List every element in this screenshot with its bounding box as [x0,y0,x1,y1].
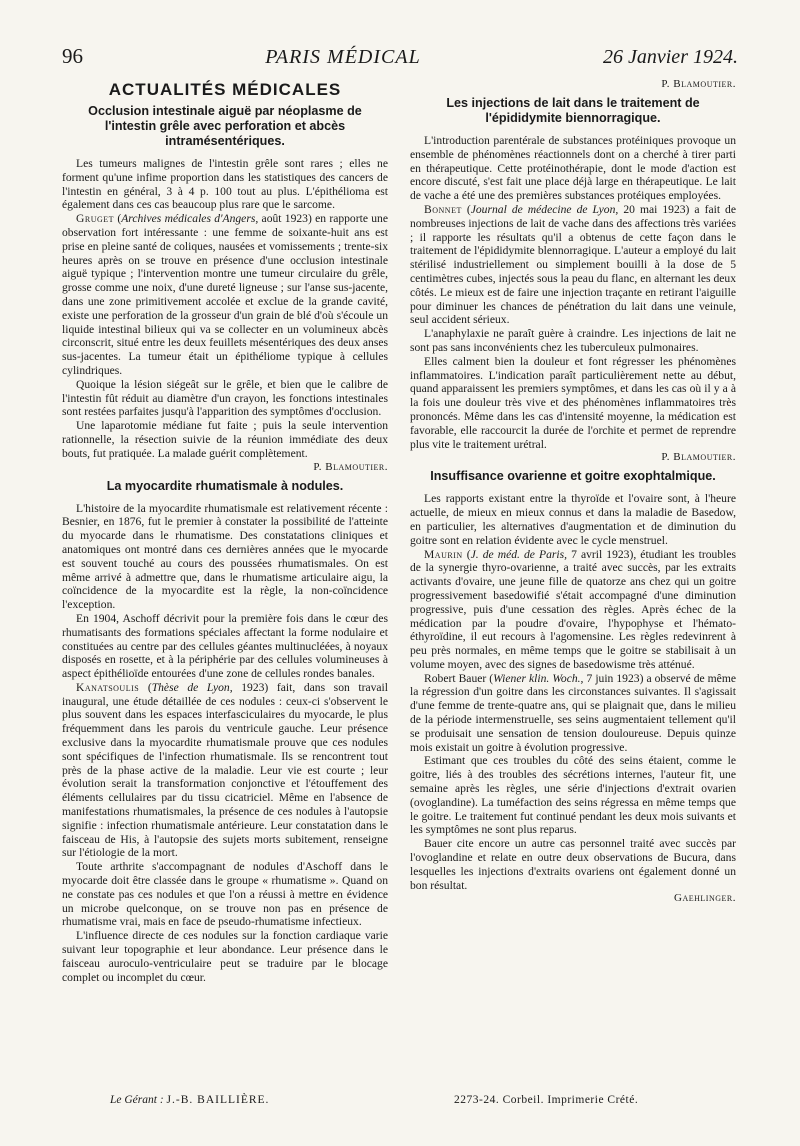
author-name: Robert Bauer [424,671,487,685]
article1-paragraph: Une laparotomie médiane fut faite ; puis la seule intervention rationnelle, la résection suivie de la réunion immédiate des deux bouts, fut pratiquée. La malade guérit complètement. [62,419,388,460]
page-header [62,44,738,74]
article4-title: Insuffisance ovarienne et goitre exophtalmique. [430,469,716,484]
issue-date: 26 Janvier 1924. [603,46,738,68]
article2-title: La myocardite rhumatismale à nodules. [106,478,344,493]
source-citation: Thèse de Lyon, [151,680,233,694]
right-column [410,78,736,1050]
article4-paragraph: Estimant que ces troubles du côté des seins étaient, comme le goitre, liés à des troubles des sécrétions internes, l'auteur fit, une semaine après les règles, une série d'injections d'extrait ovarien (ovoglandine). La tuméfaction des seins régressa en même temps que le goitre. Le traitement fut continué pendant les deux mois suivants et les symptômes ne sont plus reparus. [410,754,736,837]
page-number: 96 [62,44,83,68]
article4-paragraph: Robert Bauer (Wiener klin. Woch., 7 juin 1923) a observé de même la régression d'un goitre dans les circonstances suivantes. Il s'agissait d'une femme de trente-quatre ans, qui se plaignait que, dans le milieu de la période intermenstruelle, ses seins augmentaient tellement qu'il se produisait une sensation de tension douloureuse. Depuis quinze mois existait un goitre à évolution progressive. [410,671,736,754]
paragraph-text: août 1923) en rapporte une observation fort intéressante : une femme de soixante-huit ans est prise en pleine santé de coliques, nausées et vomissements ; trente-six heures après on se trouve en présence d'une occlusion intestinale aiguë typique ; l'intervention montre une tumeur circulaire du grêle, grosse comme une noix, d'une dureté ligneuse ; sur l'anse sus-jacente, dans une zone primitivement accolée et exclue de la grande cavité, existe une perforation de la grosseur d'un grain de blé d'où s'écoule un liquide intestinal bilieux qui va se collecter en un volumineux abcès circonscrit, situé entre les deux feuillets mésentériques des deux anses sus-jacentes. La tumeur était un épithéliome typique à cellules cylindriques. [62,212,388,377]
author-name: Bonnet [424,202,462,216]
source-citation: Archives médicales d'Angers, [121,212,259,226]
printer-line: 2273-24. Corbeil. Imprimerie Crété. [454,1094,639,1106]
article3-paragraph: Elles calment bien la douleur et font régresser les phénomènes inflammatoires. L'indication paraît particulièrement nette au début, quand apparaissent les premiers symptômes, et dans les cas où il y a à la fois une douleur très vive et des phénomènes inflammatoires très prononcés. Même dans les cas d'intensité moyenne, la médication est favorable, elle raccourcit la durée de l'orchite et permet de reprendre plus vite le traitement urétral. [410,354,736,451]
article3-title: Les injections de lait dans le traitement de l'épididymite biennorragique. [446,96,700,125]
author-name: Grugет [76,212,115,226]
source-citation: Journal de médecine de Lyon, [470,202,619,216]
article1-paragraph: Grugет (Archives médicales d'Angers, août 1923) en rapporte une observation fort intéressante : une femme de soixante-huit ans est prise en pleine santé de coliques, nausées et vomissements ; trente-six heures après on se trouve en présence d'une occlusion intestinale aiguë typique ; l'intervention montre une tumeur circulaire du grêle, grosse comme une noix, d'une dureté ligneuse ; sur l'anse sus-jacente, dans une zone primitivement accolée et exclue de la grande cavité, existe une perforation de la grosseur d'un grain de blé d'où s'écoule un liquide intestinal bilieux qui va se collecter en un volumineux abcès circonscrit, situé entre les deux feuillets mésentériques des deux anses sus-jacentes. La tumeur était un épithéliome typique à cellules cylindriques. [62,212,388,377]
author-name: Kanatsoulis [76,680,140,694]
article2-signature: P. Blamoutier. [661,78,736,90]
article4-paragraph: Maurin (J. de méd. de Paris, 7 avril 1923), étudiant les troubles de la synergie thyro-ovarienne, a traité avec succès, par les extraits activants d'ovaire, une jeune fille de quatorze ans chez qui un goitre progressivement basedowifié s'était accompagné d'une diminution progressive, puis d'une cessation des règles. Après échec de la médication par la poudre d'ovaire, l'hypophyse et l'hémato-éthyroïdine, il eut recours à l'agomensine. Les règles redevinrent à peu près normales, en même temps que le goitre se stabilisait à un volume moyen, avec des signes de basedowisme très atténué. [410,547,736,671]
source-citation: J. de méd. de Paris, [470,547,568,561]
article1-title: Occlusion intestinale aiguë par néoplasme de l'intestin grêle avec perforation et abcès intramésentériques. [88,104,362,148]
paragraph-text: 7 juin 1923) a observé de même la régression d'un goitre dans les circonstances suivantes. Il s'agissait d'une femme de trente-quatre ans, qui se plaignait que, dans le milieu de la période intermenstruelle, ses seins augmentaient tellement qu'il se produisait une sensation de tension douloureuse. Depuis quinze mois existait un goitre à évolution progressive. [410,671,736,754]
left-column [62,78,388,1050]
article2-paragraph: Toute arthrite s'accompagnant de nodules d'Aschoff dans le myocarde doit être classée dans le groupe « rhumatisme ». Quand on ne constate pas ces nodules et que l'on a réussi à mettre en évidence un microbe quelconque, on se trouve non pas en présence de rhumatisme vrai, mais en face de pseudo-rhumatisme infectieux. [62,860,388,929]
page-footer [62,1094,738,1106]
gerant-line [62,1094,410,1106]
section-rubric: ACTUALITÉS MÉDICALES [108,80,342,99]
article3-paragraph: L'introduction parentérale de substances protéiniques provoque un ensemble de phénomènes réactionnels dont on a cherché à tirer parti en thérapeutique. Cette protéinothérapie, dont le mode d'action est encore discuté, s'est fait une place déjà large en thérapeutique. Le lait de vache a été une des premières substances protéiques employées. [410,134,736,203]
article2-paragraph: L'histoire de la myocardite rhumatismale est relativement récente : Besnier, en 1876, fut le premier à constater la possibilité de l'atteinte du myocarde dans le rhumatisme. Des constatations cliniques et anatomiques ont montré dans ces dernières années que le myocarde est souvent touché au cours des poussées rhumatismales. On est même arrivé à admettre que, dans le rhumatisme articulaire aigu, la coïncidence de la myocardite est la règle, la non-coïncidence l'exception. [62,501,388,612]
article4-paragraph: Les rapports existant entre la thyroïde et l'ovaire sont, à l'heure actuelle, de mieux en mieux connus et dans la maladie de Basedow, en particulier, les alternatives d'augmentation et de diminution du goitre sont en relation évidente avec le cycle menstruel. [410,492,736,547]
article3-paragraph: Bonnet (Journal de médecine de Lyon, 20 mai 1923) a fait de nombreuses injections de lait de vache dans des affections très variées ; il rapporte les résultats qu'il a obtenus de cette façon dans le traitement de l'épididymite blennorragique. L'auteur a employé du lait stérilisé industriellement ou simplement bouilli à la dose de 5 centimètres cubes, injectés sous la peau du flanc, en alternant les deux côtés. Le mieux est de faire une injection traçante en retirant l'aiguille pour diminuer les chances de pénétration du lait dans une veinule, seul accident sérieux. [410,202,736,327]
article3-paragraph: L'anaphylaxie ne paraît guère à craindre. Les injections de lait ne sont pas sans inconvénients chez les tuberculeux pulmonaires. [410,327,736,354]
source-citation: Wiener klin. Woch., [493,671,584,685]
article2-paragraph: Kanatsoulis (Thèse de Lyon, 1923) fait, dans son travail inaugural, une étude détaillée de ces nodules : ceux-ci s'observent le plus souvent dans les espaces interfasciculaires du myocarde, le plus fréquemment dans les parois du ventricule gauche. Leur présence exclusive dans la myocardite rhumatismale prouve que ces nodules sont spécifiques de l'infection rhumatismale. Ils se rencontrent tout près de la phase active de la maladie. Leur vie est courte ; leur évolution serait la transformation conjonctive et l'étouffement des éléments cellulaires par du tissu cicatriciel. Même en l'absence de manifestations rhumatismales, la présence de ces nodules à l'autopsie signifie : infection rhumatismale antérieure. Leur constatation dans le faisceau de His, à l'autopsie des sujets morts subitement, renseigne sur l'étiologie de la mort. [62,680,388,860]
article1-paragraph: Les tumeurs malignes de l'intestin grêle sont rares ; elles ne forment qu'une infime proportion dans les statistiques des cancers de l'intestin en général, 3 à 4 p. 100 tout au plus. L'épithélioma est également dans ces cas beaucoup plus rare que le sarcome. [62,157,388,212]
paragraph-text: 20 mai 1923) a fait de nombreuses injections de lait de vache dans des affections très variées ; il rapporte les résultats qu'il a obtenus de cette façon dans le traitement de l'épididymite blennorragique. L'auteur a employé du lait stérilisé industriellement ou simplement bouilli à la dose de 5 centimètres cubes, injectés sous la peau du flanc, en alternant les deux côtés. Le mieux est de faire une injection traçante en retirant l'aiguille pour diminuer les chances de pénétration du lait dans une veinule, seul accident sérieux. [410,202,736,327]
paragraph-text: 7 avril 1923), étudiant les troubles de la synergie thyro-ovarienne, a traité avec succès, par les extraits activants d'ovaire, une jeune fille de quatorze ans chez qui un goitre progressivement basedowifié s'était accompagné d'une diminution progressive, puis d'une cessation des règles. Après échec de la médication par la poudre d'ovaire, l'hypophyse et l'hémato-éthyroïdine, il eut recours à l'agomensine. Les règles redevinrent à peu près normales, en même temps que le goitre se stabilisait à un volume moyen, avec des signes de basedowisme très atténué. [410,547,736,671]
gerant-name: J.-B. BAILLIÈRE. [166,1094,270,1106]
author-name: Maurin [424,547,463,561]
article1-signature: P. Blamoutier. [313,460,388,473]
paragraph-text: 1923) fait, dans son travail inaugural, une étude détaillée de ces nodules : ceux-ci s'observent le plus souvent dans les espaces interfasciculaires du myocarde, le plus fréquemment dans les parois du ventricule gauche. Leur présence exclusive dans la myocardite rhumatismale prouve que ces nodules sont spécifiques de l'infection rhumatismale. Ils se rencontrent tout près de la phase active de la maladie. Leur vie est courte ; leur évolution serait la transformation conjonctive et l'étouffement des éléments cellulaires par du tissu cicatriciel. Même en l'absence de manifestations rhumatismales, la présence de ces nodules à l'autopsie signifie : infection rhumatismale antérieure. Leur constatation dans le faisceau de His, à l'autopsie des sujets morts subitement, renseigne sur l'étiologie de la mort. [62,680,388,860]
article4-signature: Gaehlinger. [674,892,736,905]
article3-signature: P. Blamoutier. [661,451,736,464]
article2-paragraph: En 1904, Aschoff décrivit pour la première fois dans le cœur des rhumatisants des formations spéciales affectant la forme nodulaire et constituées au centre par des cellules géantes multinucléées, à noyaux disposés en rosette, et à la périphérie par des cellules volumineuses à aspect épithélioïde entourées d'une zone de cellules rondes banales. [62,611,388,681]
article1-paragraph: Quoique la lésion siégeât sur le grêle, et bien que le calibre de l'intestin fût réduit au diamètre d'un crayon, les fonctions intestinales sont restées parfaites jusqu'à l'apparition des symptômes d'occlusion. [62,377,388,419]
article4-paragraph: Bauer cite encore un autre cas personnel traité avec succès par l'ovoglandine et relate en outre deux observations de Bucura, dans lesquelles les injections d'extraits ovariens ont également donné un bon résultat. [410,837,736,892]
journal-title: PARIS MÉDICAL [265,46,421,68]
article2-paragraph: L'influence directe de ces nodules sur la fonction cardiaque varie suivant leur topographie et leur abondance. Leur présence dans le faisceau auroculo-ventriculaire peut se traduire par le blocage complet ou incomplet du cœur. [62,929,388,984]
gerant-label: Le Gérant : [110,1094,164,1106]
